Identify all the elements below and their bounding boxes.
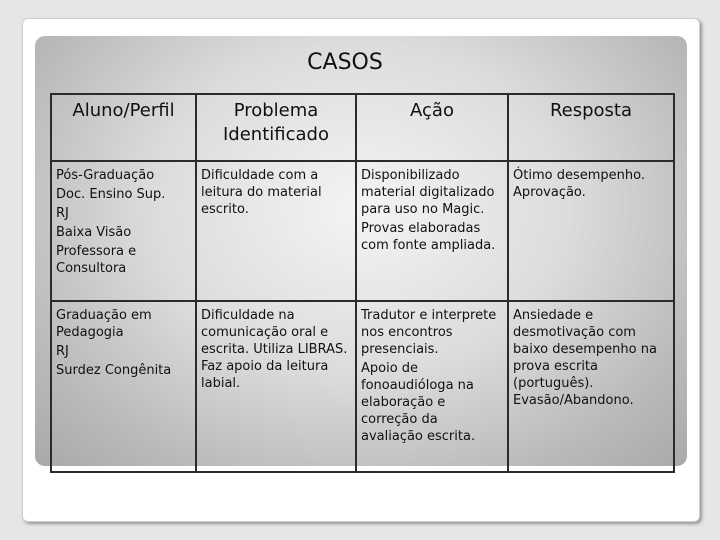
cases-table — [50, 93, 675, 473]
slide-title: CASOS — [307, 50, 383, 75]
acao-line: Disponibilizado material digitalizado para uso no Magic. — [361, 167, 495, 217]
perfil-line: Pós-Graduação — [56, 167, 155, 183]
acao-line: Apoio de fonoaudióloga na elaboração e correção da avaliação escrita. — [361, 361, 476, 445]
cell-resposta: Ótimo desempenho. Aprovação. — [508, 161, 674, 301]
cell-perfil — [51, 301, 196, 472]
header-resposta: Resposta — [508, 94, 674, 161]
cell-problema: Dificuldade na comunicação oral e escrita. Utiliza LIBRAS. Faz apoio da leitura labial. — [196, 301, 356, 472]
cell-problema: Dificuldade com a leitura do material escrito. — [196, 161, 356, 301]
perfil-line: Professora e Consultora — [56, 243, 137, 276]
header-aluno-perfil: Aluno/Perfil — [51, 94, 196, 161]
cell-perfil — [51, 161, 196, 301]
perfil-line: Graduação em Pedagogia — [56, 308, 152, 341]
perfil-line: Surdez Congênita — [56, 363, 172, 379]
perfil-line: Doc. Ensino Sup. — [56, 186, 166, 202]
table-row — [51, 301, 674, 472]
perfil-line: Baixa Visão — [56, 224, 132, 240]
cell-resposta: Ansiedade e desmotivação com baixo desempenho na prova escrita (português). Evasão/Abandono. — [508, 301, 674, 472]
perfil-line: RJ — [56, 205, 69, 221]
acao-line: Provas elaboradas com fonte ampliada. — [361, 220, 496, 253]
cell-acao — [356, 161, 508, 301]
header-acao: Ação — [356, 94, 508, 161]
table-row — [51, 161, 674, 301]
cell-acao — [356, 301, 508, 472]
perfil-line: RJ — [56, 344, 69, 360]
table-header-row — [51, 94, 674, 161]
acao-line: Tradutor e interprete nos encontros presenciais. — [361, 308, 497, 358]
header-problema: Problema Identificado — [196, 94, 356, 161]
